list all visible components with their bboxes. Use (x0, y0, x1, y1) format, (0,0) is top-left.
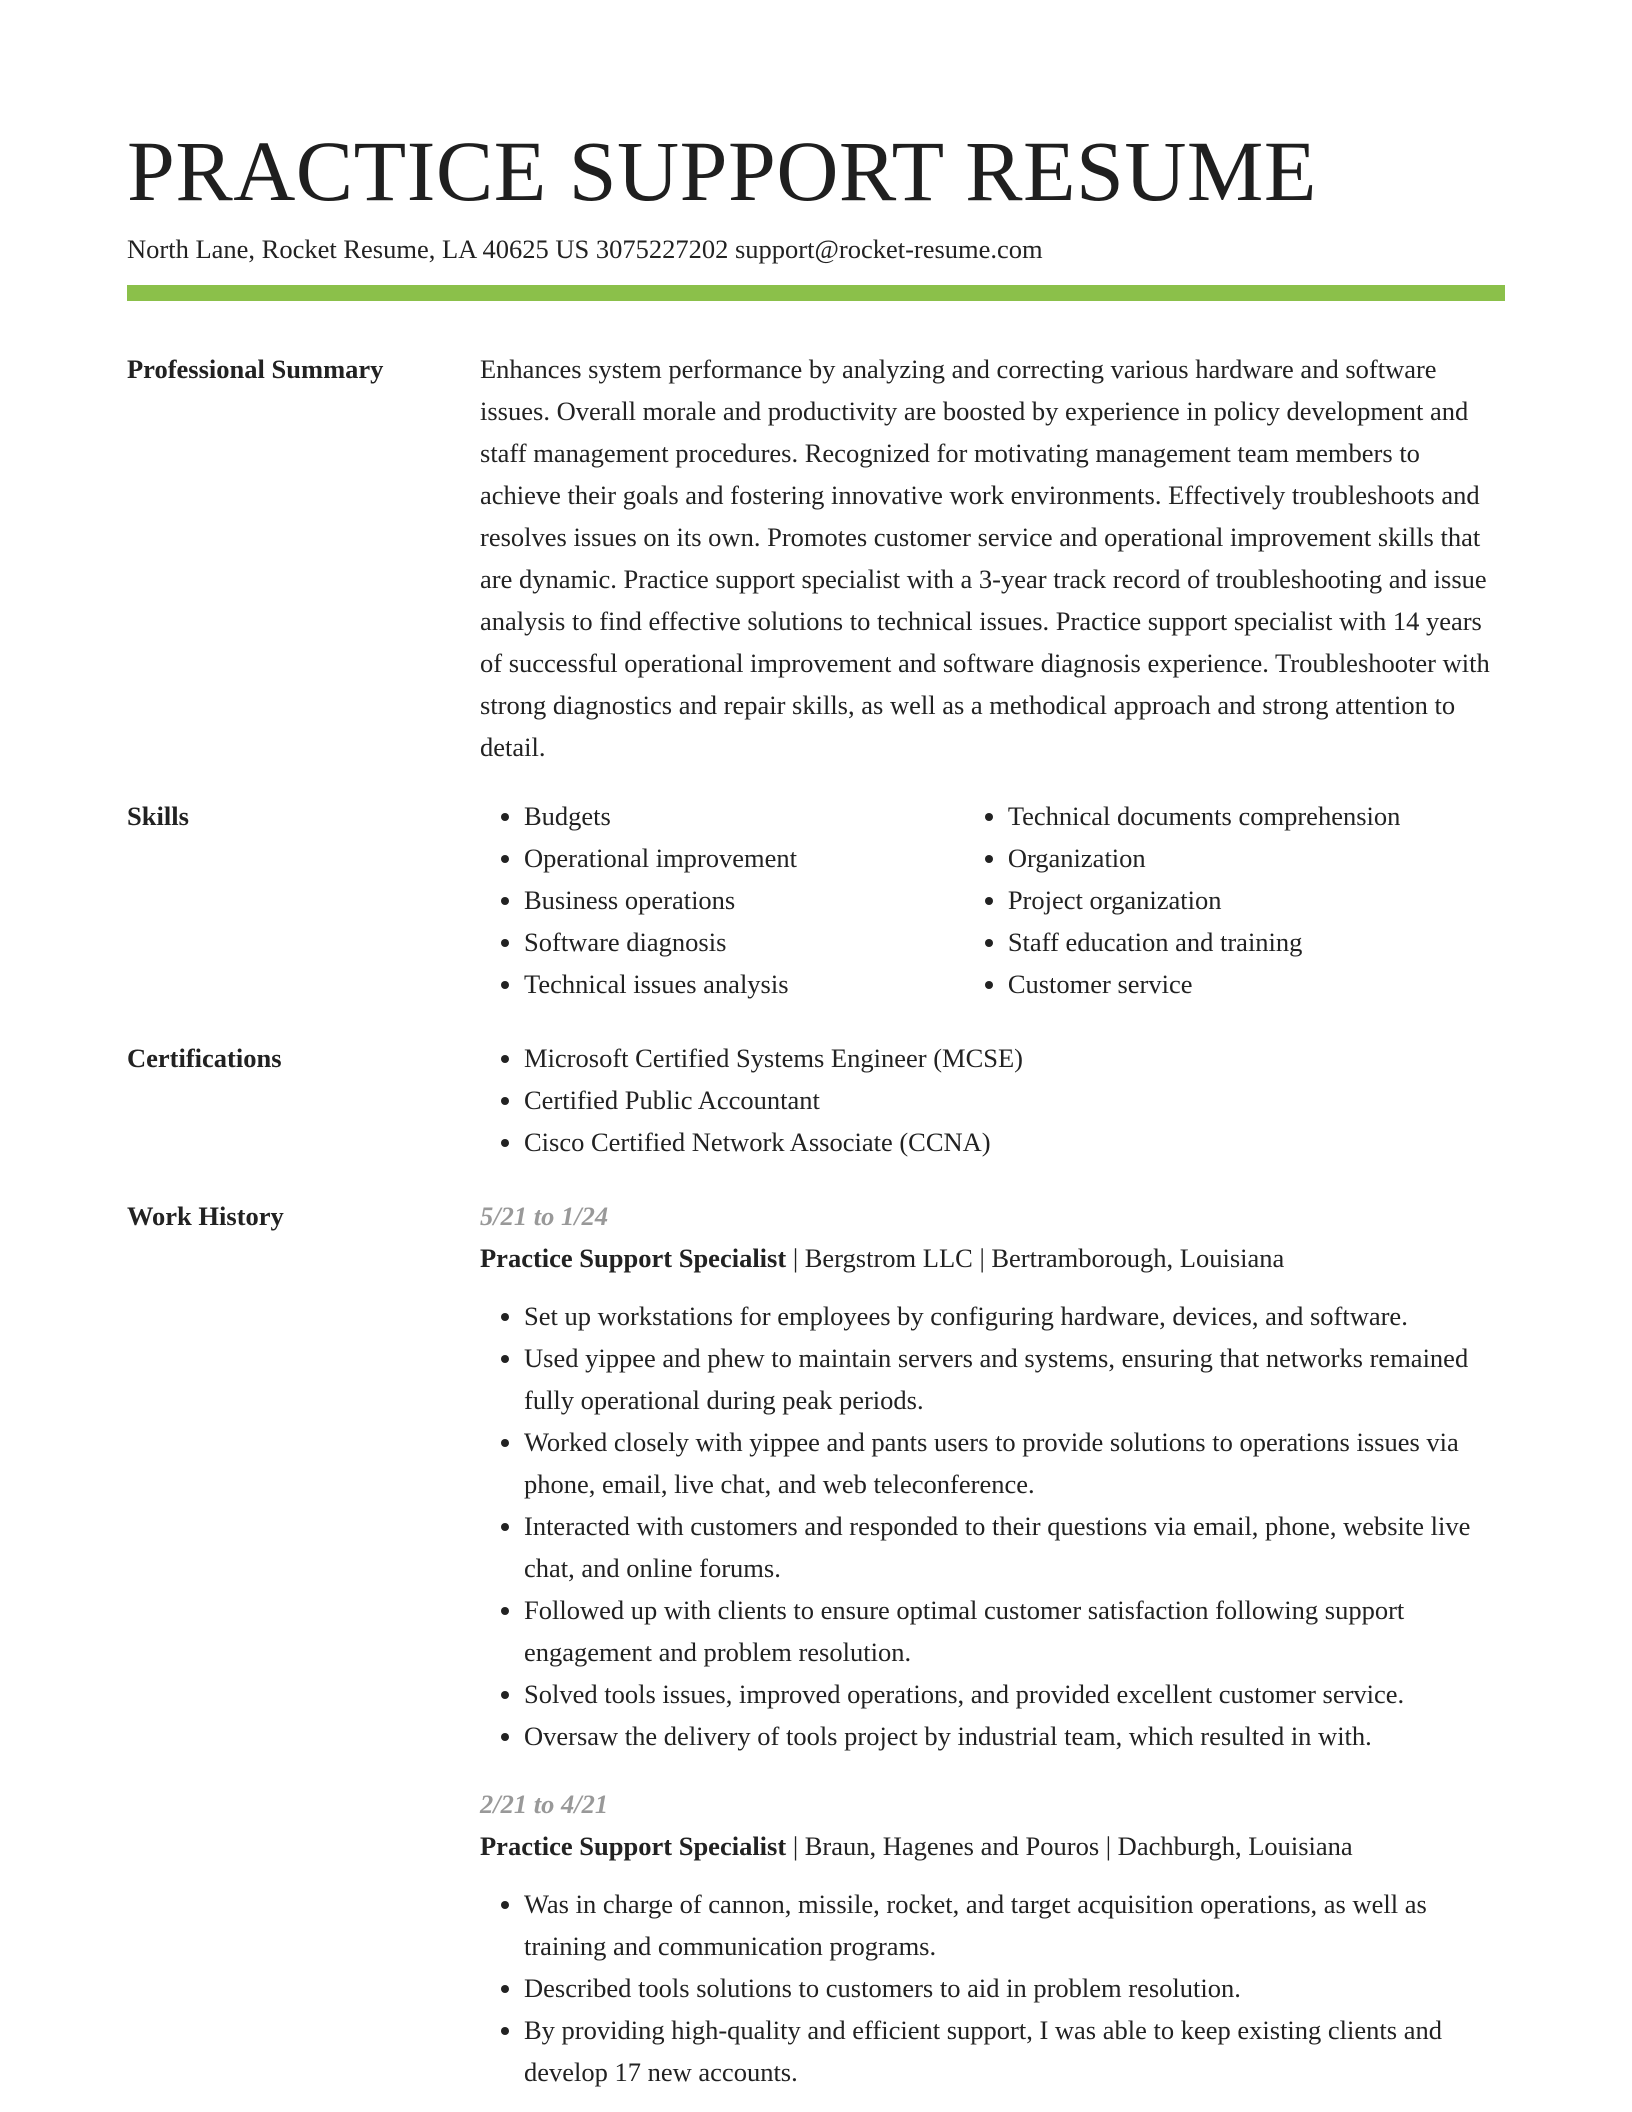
job-heading (480, 1237, 1505, 1279)
job-bullet: • Described tools solutions to customers to aid in problem resolution. (524, 1967, 1505, 2009)
job-entry (480, 1783, 1505, 2093)
skills-content (480, 795, 1505, 1005)
skill-item: • Staff education and training (1008, 921, 1505, 963)
certification-item: • Cisco Certified Network Associate (CCNA) (524, 1121, 1505, 1163)
job-employer-location: | Bergstrom LLC | Bertramborough, Louisiana (786, 1243, 1285, 1273)
summary-text: Enhances system performance by analyzing and correcting various hardware and software issues. Overall morale and productivity are boosted by experience in policy development and staff management procedures. Recognized for motivating management team members to achieve their goals and fostering innovative work environments. Effectively troubleshoots and resolves issues on its own. Promotes customer service and operational improvement skills that are dynamic. Practice support specialist with a 3-year track record of troubleshooting and issue analysis to find effective solutions to technical issues. Practice support specialist with 14 years of successful operational improvement and software diagnosis experience. Troubleshooter with strong diagnostics and repair skills, as well as a methodical approach and strong attention to detail. (480, 354, 1490, 762)
job-title: Practice Support Specialist (480, 1243, 787, 1273)
job-bullet: • Was in charge of cannon, missile, rocket, and target acquisition operations, as well as training and communication programs. (524, 1883, 1505, 1967)
job-employer-location: | Braun, Hagenes and Pouros | Dachburgh, Louisiana (786, 1831, 1353, 1861)
job-bullet: • Oversaw the delivery of tools project by industrial team, which resulted in with. (524, 1715, 1505, 1757)
job-entry (480, 1195, 1505, 1757)
job-bullets (480, 1883, 1505, 2093)
skill-item: • Technical issues analysis (524, 963, 964, 1005)
job-bullet: • Followed up with clients to ensure optimal customer satisfaction following support engagement and problem resolution. (524, 1589, 1505, 1673)
skills-label: Skills (127, 801, 189, 831)
skill-item: • Project organization (1008, 879, 1505, 921)
skill-item: • Software diagnosis (524, 921, 964, 963)
job-bullet: • Solved tools issues, improved operations, and provided excellent customer service. (524, 1673, 1505, 1715)
job-bullet: • By providing high-quality and efficient support, I was able to keep existing clients and develop 17 new accounts. (524, 2009, 1505, 2093)
skill-item: • Technical documents comprehension (1008, 795, 1505, 837)
skill-item: • Business operations (524, 879, 964, 921)
job-heading (480, 1825, 1505, 1867)
skill-item: • Customer service (1008, 963, 1505, 1005)
summary-label: Professional Summary (127, 354, 384, 384)
header-divider (127, 285, 1505, 301)
contact-line: North Lane, Rocket Resume, LA 40625 US 3075227202 support@rocket-resume.com (127, 234, 1043, 264)
certification-item: • Certified Public Accountant (524, 1079, 1505, 1121)
certifications-content (480, 1037, 1505, 1163)
job-bullet: • Used yippee and phew to maintain servers and systems, ensuring that networks remained fully operational during peak periods. (524, 1337, 1505, 1421)
skill-item: • Budgets (524, 795, 964, 837)
skill-item: • Operational improvement (524, 837, 964, 879)
skills-list-left (480, 795, 964, 1005)
skill-item: • Organization (1008, 837, 1505, 879)
job-dates: 5/21 to 1/24 (480, 1201, 609, 1231)
job-bullet: • Worked closely with yippee and pants users to provide solutions to operations issues via phone, email, live chat, and web teleconference. (524, 1421, 1505, 1505)
job-bullet: • Set up workstations for employees by configuring hardware, devices, and software. (524, 1295, 1505, 1337)
job-bullet: • Interacted with customers and responded to their questions via email, phone, website live chat, and online forums. (524, 1505, 1505, 1589)
resume-name: PRACTICE SUPPORT RESUME (127, 123, 1317, 219)
certifications-list (480, 1037, 1505, 1163)
work-history-label: Work History (127, 1201, 284, 1231)
job-dates: 2/21 to 4/21 (480, 1789, 609, 1819)
job-bullets (480, 1295, 1505, 1757)
skills-list-right (964, 795, 1505, 1005)
summary-content (480, 348, 1505, 768)
certification-item: • Microsoft Certified Systems Engineer (MCSE) (524, 1037, 1505, 1079)
job-title: Practice Support Specialist (480, 1831, 787, 1861)
certifications-label: Certifications (127, 1043, 282, 1073)
